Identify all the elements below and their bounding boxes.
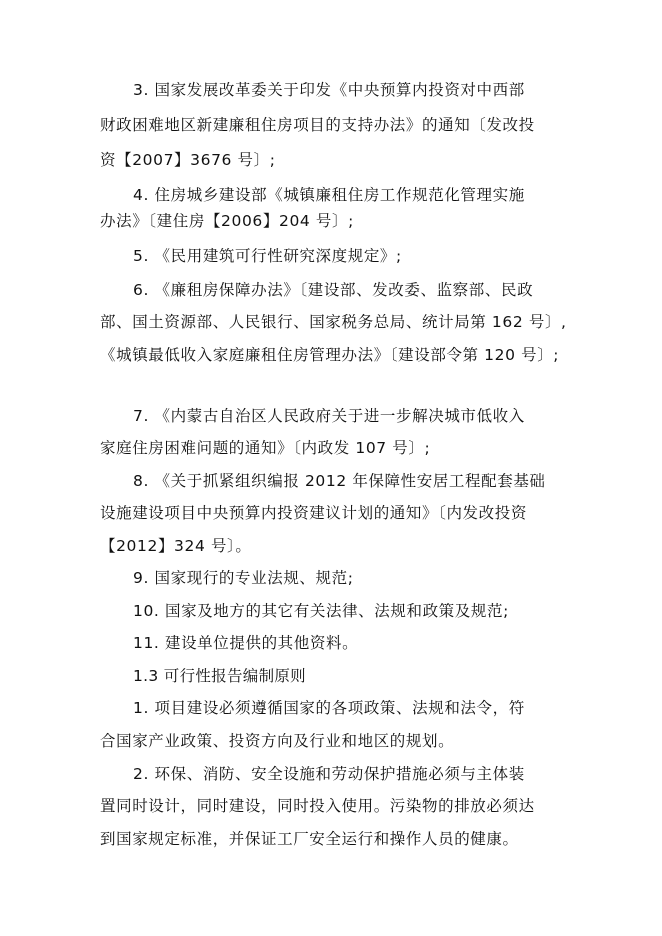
item-4-line-2: 办法》〔建住房【2006】204 号〕; [100,212,354,230]
item-7-line-1: 7. 《内蒙古自治区人民政府关于进一步解决城市低收入 [133,407,525,425]
item-7-line-2: 家庭住房困难问题的通知》〔内政发 107 号〕; [100,439,431,457]
item-9-line-1: 9. 国家现行的专业法规、规范; [133,569,354,587]
item-8-line-1: 8. 《关于抓紧组织编报 2012 年保障性安居工程配套基础 [133,472,546,490]
item-5-line-1: 5. 《民用建筑可行性研究深度规定》; [133,247,402,265]
principle-2-line-2: 置同时设计，同时建设，同时投入使用。污染物的排放必须达 [100,797,535,815]
section-heading: 1.3 可行性报告编制原则 [133,667,306,685]
item-11-line-1: 11. 建设单位提供的其他资料。 [133,634,359,652]
item-8-line-3: 【2012】324 号〕。 [100,537,252,555]
item-6-line-2: 部、国土资源部、人民银行、国家税务总局、统计局第 162 号〕, [100,313,567,331]
item-10-line-1: 10. 国家及地方的其它有关法律、法规和政策及规范; [133,602,509,620]
item-4-line-1: 4. 住房城乡建设部《城镇廉租住房工作规范化管理实施 [133,186,525,204]
item-6-line-3: 《城镇最低收入家庭廉租住房管理办法》〔建设部令第 120 号〕; [100,346,560,364]
principle-1-line-1: 1. 项目建设必须遵循国家的各项政策、法规和法令，符 [133,699,525,717]
principle-1-line-2: 合国家产业政策、投资方向及行业和地区的规划。 [100,732,455,750]
item-3-line-2: 财政困难地区新建廉租住房项目的支持办法》的通知〔发改投 [100,116,535,134]
principle-2-line-3: 到国家规定标准，并保证工厂安全运行和操作人员的健康。 [100,830,519,848]
item-6-line-1: 6. 《廉租房保障办法》〔建设部、发改委、监察部、民政 [133,281,534,299]
item-3-line-3: 资【2007】3676 号〕; [100,151,276,169]
principle-2-line-1: 2. 环保、消防、安全设施和劳动保护措施必须与主体装 [133,765,525,783]
item-3-line-1: 3. 国家发展改革委关于印发《中央预算内投资对中西部 [133,81,525,99]
item-8-line-2: 设施建设项目中央预算内投资建议计划的通知》〔内发改投资 [100,504,527,522]
